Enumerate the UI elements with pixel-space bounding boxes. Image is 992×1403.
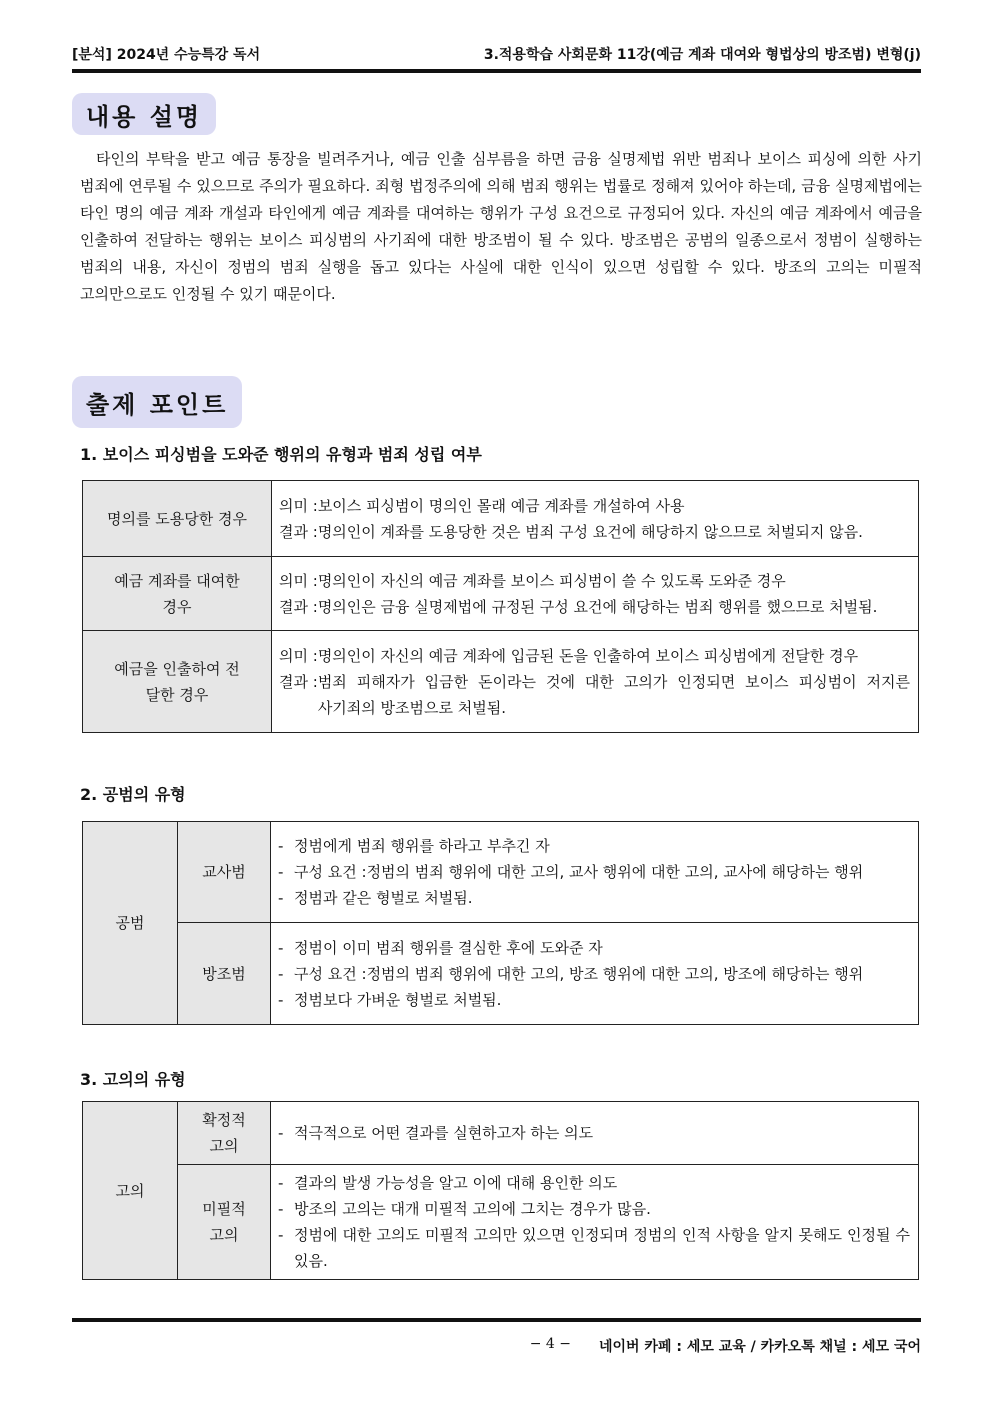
section-title-explain: 내용 설명: [72, 93, 216, 135]
result-text: 범죄 피해자가 입금한 돈이라는 것에 대한 고의가 인정되면 보이스 피싱범이 저지른 사기죄의 방조범으로 처벌됨.: [317, 672, 910, 717]
line-text: 정범과 같은 형벌로 처벌됨.: [294, 889, 473, 907]
bullet-dash: -: [278, 1200, 284, 1218]
bullet-dash: -: [278, 1174, 284, 1192]
table-row: [83, 557, 919, 631]
table-row: [83, 1165, 919, 1280]
line-text: 정범보다 가벼운 형벌로 처벌됨.: [294, 990, 502, 1009]
table-voice-phishing-types: [82, 480, 919, 733]
subsection-heading-3: 3. 고의의 유형: [80, 1070, 186, 1089]
group-label: 고의: [83, 1102, 178, 1280]
meaning-key: 의미 :: [279, 646, 318, 665]
table-row: [83, 631, 919, 733]
header-rule: [72, 69, 921, 73]
result-key: 결과 :: [279, 672, 318, 691]
row-content: [272, 557, 919, 631]
page-header: [72, 44, 921, 64]
meaning-text: 명의인이 자신의 예금 계좌를 보이스 피싱범이 쓸 수 있도록 도와준 경우: [317, 571, 786, 590]
bullet-dash: -: [278, 863, 284, 881]
meaning-text: 명의인이 자신의 예금 계좌에 입금된 돈을 인출하여 보이스 피싱범에게 전달한 경우: [317, 646, 859, 665]
table-intent-types: [82, 1101, 919, 1280]
row-label: [83, 631, 272, 733]
meaning-key: 의미 :: [279, 571, 318, 590]
requirement-text: 정범의 범죄 행위에 대한 고의, 교사 행위에 대한 고의, 교사에 해당하는 행위: [366, 863, 864, 881]
table-row: [83, 1102, 919, 1165]
bullet-dash: -: [278, 990, 284, 1009]
meaning-key: 의미 :: [279, 496, 318, 515]
row-label-text: 예금을 인출하여 전달한 경우: [114, 659, 240, 704]
line-text: 적극적으로 어떤 결과를 실현하고자 하는 의도: [294, 1124, 594, 1142]
result-text: 명의인은 금융 실명제법에 규정된 구성 요건에 해당하는 범죄 행위를 했으므로 처벌됨.: [317, 597, 878, 616]
line-text: 결과의 발생 가능성을 알고 이에 대해 용인한 의도: [294, 1174, 618, 1192]
row-content: [272, 631, 919, 733]
group-label: 공범: [83, 822, 178, 1025]
bullet-dash: -: [278, 938, 284, 957]
bullet-dash: -: [278, 1226, 284, 1244]
line-text: 정범에게 범죄 행위를 하라고 부추긴 자: [294, 837, 550, 855]
row-label-text: 예금 계좌를 대여한 경우: [114, 571, 240, 616]
row-label-text: 미필적 고의: [202, 1200, 246, 1244]
page-number: − 4 −: [529, 1336, 571, 1352]
footer-rule: [72, 1318, 921, 1322]
row-label: [83, 557, 272, 631]
subsection-heading-1: 1. 보이스 피싱범을 도와준 행위의 유형과 범죄 성립 여부: [80, 445, 482, 464]
bullet-dash: -: [278, 1124, 284, 1142]
row-content: [271, 1102, 919, 1165]
row-content: [271, 1165, 919, 1280]
line-text: 정범에 대한 고의도 미필적 고의만 있으면 인정되며 정범의 인적 사항을 알지 못해도 인정될 수 있음.: [294, 1226, 910, 1270]
header-left: [분석] 2024년 수능특강 독서: [72, 47, 261, 63]
intro-paragraph: 타인의 부탁을 받고 예금 통장을 빌려주거나, 예금 인출 심부름을 하면 금융 실명제법 위반 범죄나 보이스 피싱에 의한 사기 범죄에 연루될 수 있으므로 주의가 필요하다. 죄형 법정주의에 의해 범죄 행위는 법률로 정해져 있어야 하는데, 금융 실명제법에는 타인 명의 예금 계좌 개설과 타인에게 예금 계좌를 대여하는 행위가 구성 요건으로 규정되어 있다. 자신의 예금 계좌에서 예금을 인출하여 전달하는 행위는 보이스 피싱범의 사기죄에 대한 방조범이 될 수 있다. 방조범은 공범의 일종으로서 정범이 실행하는 범죄의 내용, 자신이 정범의 범죄 실행을 돕고 있다는 사실에 대한 인식이 있으면 성립할 수 있다. 방조의 고의는 미필적 고의만으로도 인정될 수 있기 때문이다.: [80, 150, 922, 303]
row-label: 교사범: [178, 822, 271, 923]
requirement-key: 구성 요건 :: [294, 964, 367, 983]
row-label: [178, 1165, 271, 1280]
table-row: [83, 822, 919, 923]
requirement-text: 정범의 범죄 행위에 대한 고의, 방조 행위에 대한 고의, 방조에 해당하는 행위: [366, 964, 864, 983]
requirement-key: 구성 요건 :: [294, 863, 367, 881]
footer-text: 네이버 카페 : 세모 교육 / 카카오톡 채널 : 세모 국어: [598, 1339, 921, 1355]
header-right: 3.적용학습 사회문화 11강(예금 계좌 대여와 형법상의 방조범) 변형(j): [483, 47, 921, 63]
result-key: 결과 :: [279, 522, 318, 541]
table-row: [83, 481, 919, 557]
line-text: 정범이 이미 범죄 행위를 결심한 후에 도와준 자: [294, 938, 603, 957]
table-accomplice-types: [82, 821, 919, 1025]
line-text: 방조의 고의는 대개 미필적 고의에 그치는 경우가 많음.: [294, 1200, 651, 1218]
table-row: [83, 923, 919, 1025]
row-content: [271, 923, 919, 1025]
row-content: [271, 822, 919, 923]
bullet-dash: -: [278, 964, 284, 983]
bullet-dash: -: [278, 837, 284, 855]
subsection-heading-2: 2. 공범의 유형: [80, 785, 186, 804]
page-footer: [530, 1336, 921, 1356]
row-content: [272, 481, 919, 557]
row-label: 방조범: [178, 923, 271, 1025]
row-label: [178, 1102, 271, 1165]
row-label-text: 확정적 고의: [202, 1111, 246, 1155]
result-text: 명의인이 계좌를 도용당한 것은 범죄 구성 요건에 해당하지 않으므로 처벌되지 않음.: [317, 522, 863, 541]
meaning-text: 보이스 피싱범이 명의인 몰래 예금 계좌를 개설하여 사용: [317, 496, 685, 515]
bullet-dash: -: [278, 889, 284, 907]
row-label: 명의를 도용당한 경우: [83, 481, 272, 557]
section-title-points: 출제 포인트: [72, 376, 242, 428]
result-key: 결과 :: [279, 597, 318, 616]
